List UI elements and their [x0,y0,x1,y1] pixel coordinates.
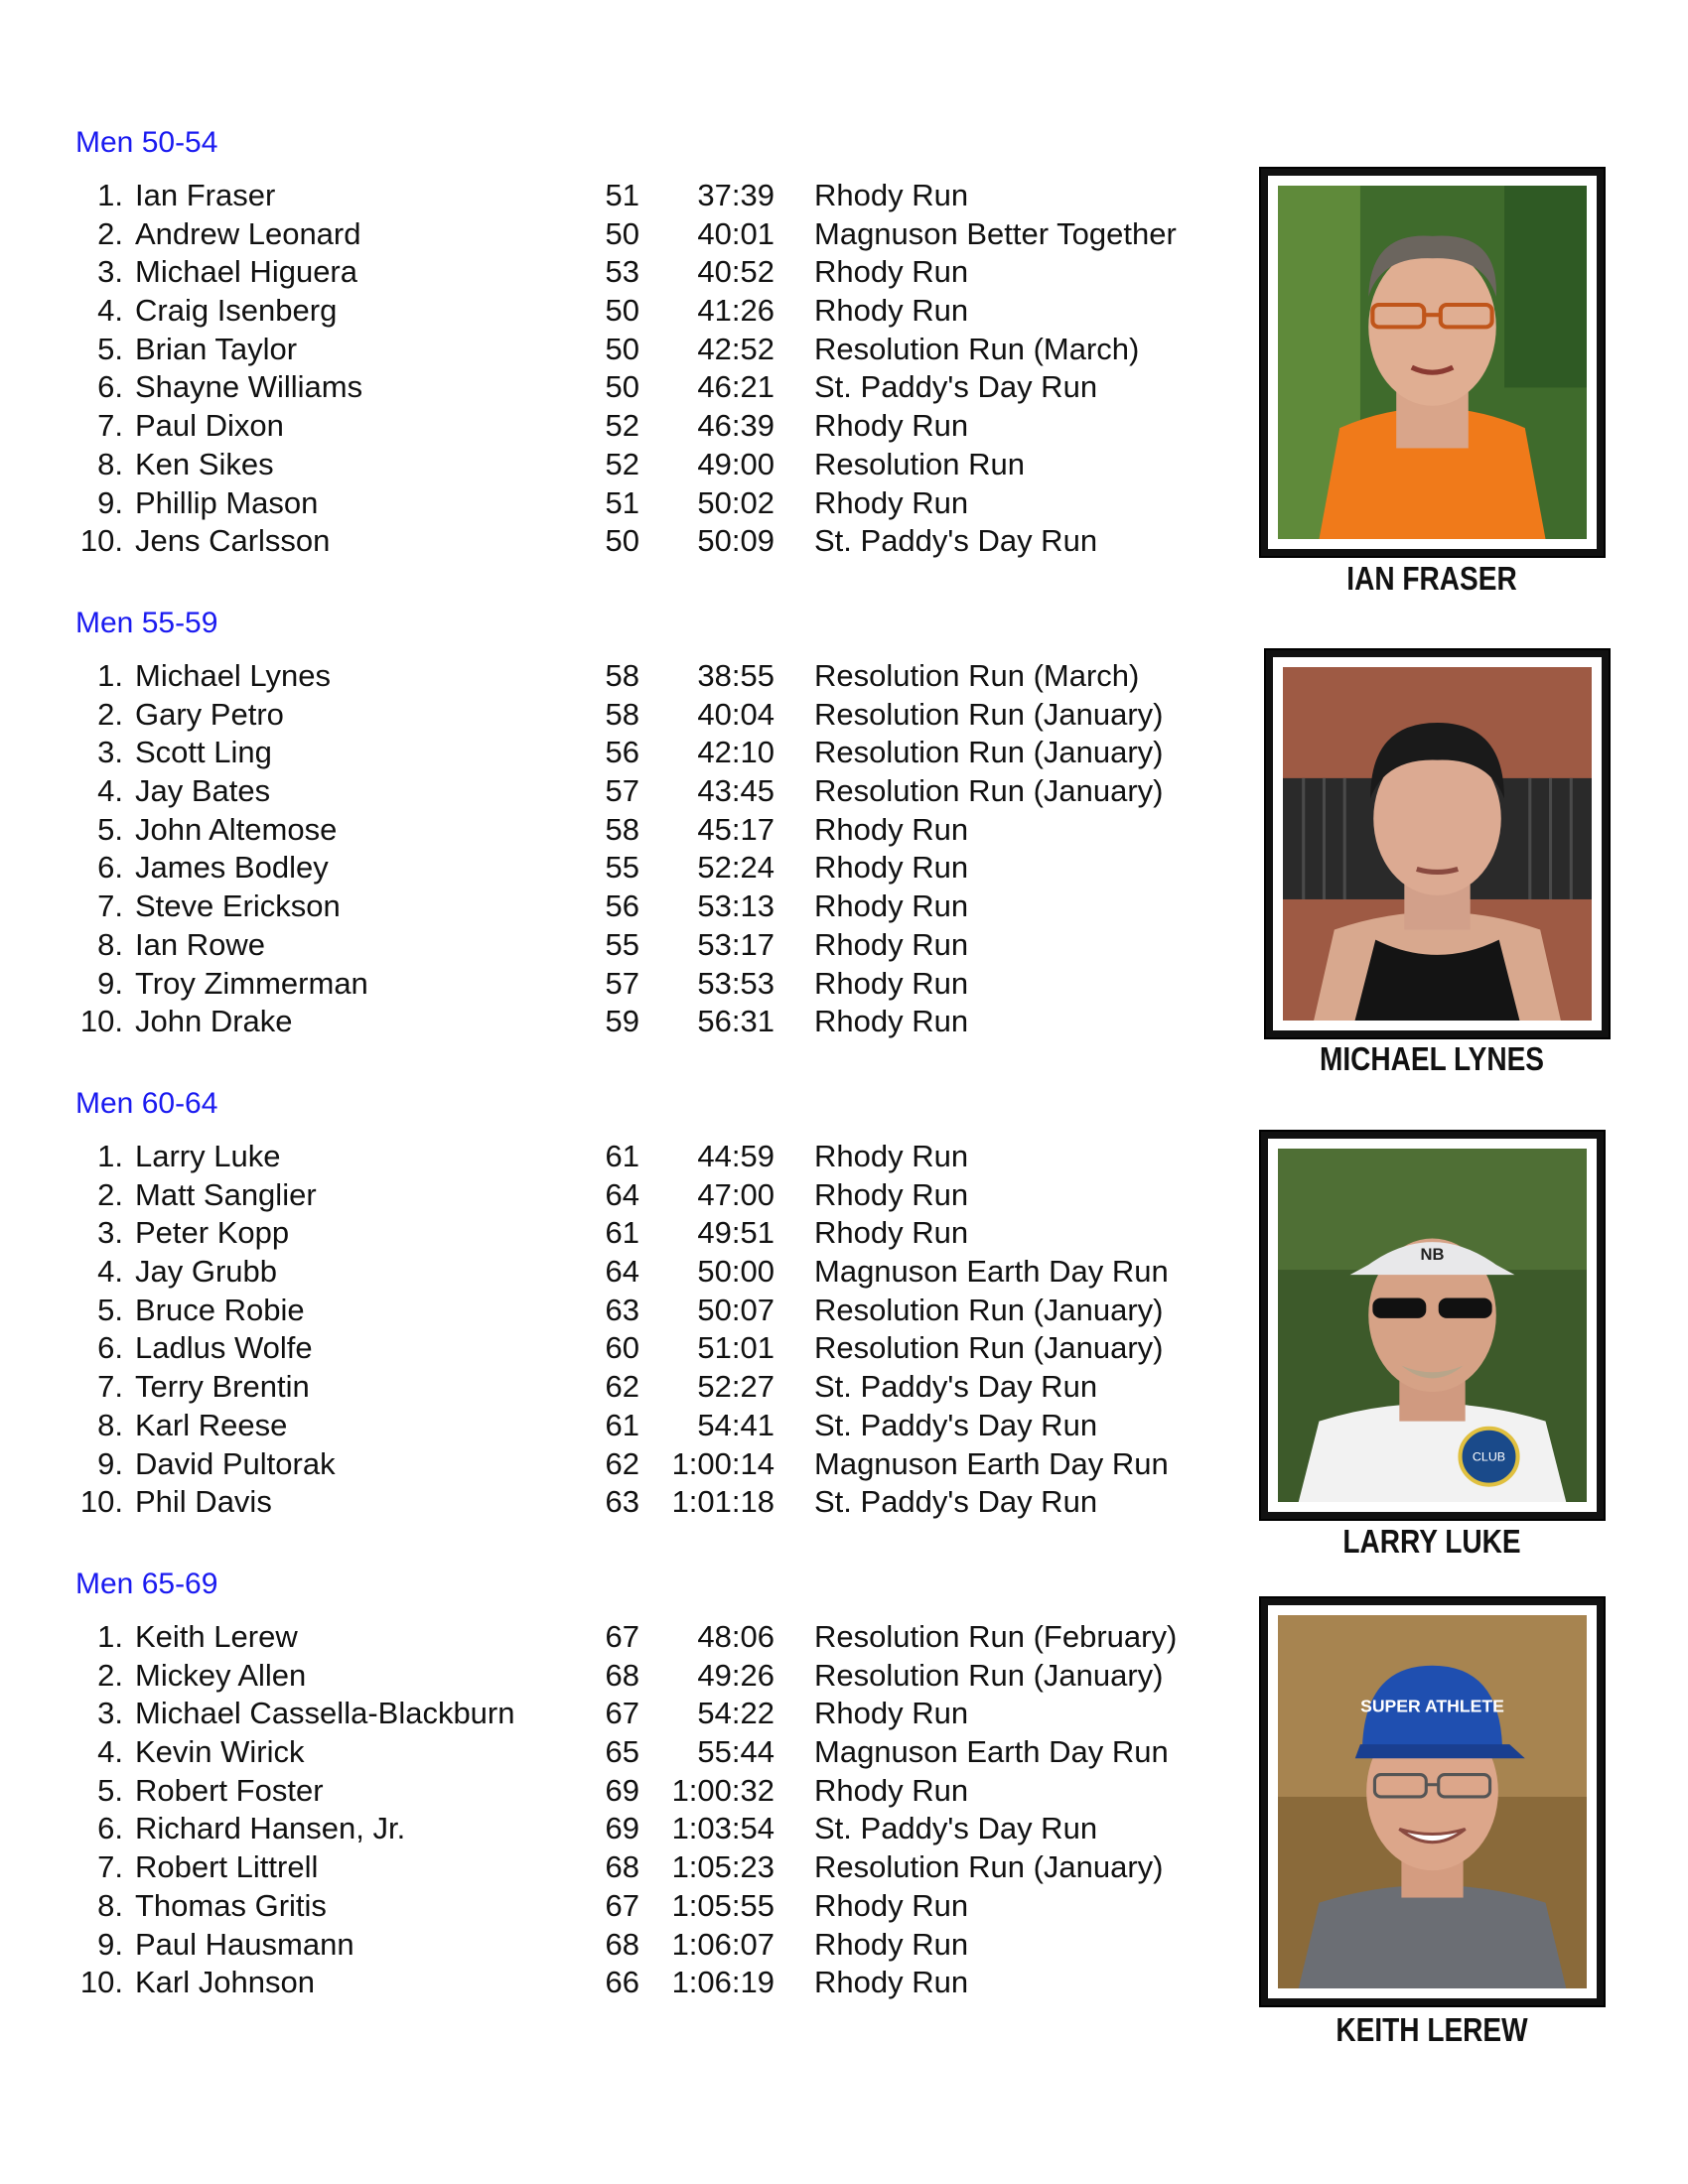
result-row [0,1733,1241,1772]
runner-age: 68 [605,1926,639,1962]
finish-time: 1:06:19 [671,1965,774,2000]
runner-age: 57 [605,965,639,1001]
result-row [0,1848,1241,1887]
result-row [0,292,1241,331]
result-row [0,696,1241,735]
race-name: St. Paddy's Day Run [814,369,1098,405]
rank: 5. [97,1292,123,1327]
rank: 10. [79,1965,123,2000]
portrait-image [1278,186,1587,539]
result-row [0,849,1241,887]
rank: 9. [97,1926,123,1962]
finish-time: 50:02 [697,484,774,520]
runner-name: Michael Cassella-Blackburn [135,1696,515,1731]
result-row [0,1964,1241,2002]
race-name: Rhody Run [814,293,969,329]
rank: 4. [97,1734,123,1770]
runner-age: 58 [605,658,639,693]
rank: 3. [97,1215,123,1251]
finish-time: 55:44 [697,1734,774,1770]
finish-time: 1:05:23 [671,1849,774,1885]
runner-name: Thomas Gritis [135,1887,327,1923]
rank: 6. [97,1330,123,1366]
svg-text:SUPER ATHLETE: SUPER ATHLETE [1360,1696,1504,1716]
runner-name: Michael Lynes [135,658,332,693]
finish-time: 50:09 [697,523,774,559]
result-row [0,1887,1241,1926]
photo-caption: MICHAEL LYNES [1319,1040,1544,1077]
finish-time: 54:22 [697,1696,774,1731]
runner-name: Paul Hausmann [135,1926,354,1962]
result-row [0,484,1241,523]
result-row [0,368,1241,407]
result-row [0,331,1241,369]
runner-name: Troy Zimmerman [135,965,368,1001]
result-row [0,446,1241,484]
runner-photo-keith-lerew [1261,1598,1604,2005]
runner-name: Gary Petro [135,696,284,732]
result-row [0,1618,1241,1657]
runner-name: Michael Higuera [135,254,357,290]
rank: 3. [97,1696,123,1731]
runner-age: 51 [605,484,639,520]
runner-name: Steve Erickson [135,888,341,924]
result-row [0,1138,1241,1176]
runner-age: 50 [605,331,639,366]
runner-name: Larry Luke [135,1139,281,1173]
result-row [0,734,1241,772]
group-title: Men 65-69 [75,1568,218,1600]
rank: 8. [97,446,123,481]
rank: 2. [97,1657,123,1693]
race-name: Resolution Run (February) [814,1619,1178,1654]
runner-age: 50 [605,369,639,405]
result-row [0,1657,1241,1696]
finish-time: 54:41 [697,1407,774,1442]
race-name: Rhody Run [814,811,969,847]
runner-name: Craig Isenberg [135,293,338,329]
runner-age: 67 [605,1696,639,1731]
runner-name: Jay Grubb [135,1254,278,1290]
finish-time: 48:06 [697,1619,774,1654]
runner-name: Bruce Robie [135,1292,305,1327]
runner-name: John Drake [135,1004,293,1039]
runner-age: 52 [605,446,639,481]
race-name: St. Paddy's Day Run [814,1369,1098,1405]
race-name: Resolution Run (January) [814,735,1164,770]
result-row [0,522,1241,561]
race-name: Resolution Run (January) [814,696,1164,732]
runner-name: Ian Rowe [135,926,265,962]
finish-time: 1:00:32 [671,1772,774,1808]
race-name: St. Paddy's Day Run [814,1484,1098,1520]
runner-name: Jens Carlsson [135,523,331,559]
runner-name: James Bodley [135,850,329,886]
portrait-image [1278,1149,1587,1502]
finish-time: 51:01 [697,1330,774,1366]
race-name: Rhody Run [814,1887,969,1923]
rank: 7. [97,1849,123,1885]
race-name: Resolution Run (January) [814,1330,1164,1366]
runner-name: David Pultorak [135,1445,336,1481]
finish-time: 41:26 [697,293,774,329]
runner-age: 56 [605,888,639,924]
result-row [0,177,1241,215]
finish-time: 53:13 [697,888,774,924]
finish-time: 1:05:55 [671,1887,774,1923]
finish-time: 53:17 [697,926,774,962]
finish-time: 49:51 [697,1215,774,1251]
rank: 2. [97,215,123,251]
results-list [0,657,1241,1041]
finish-time: 40:52 [697,254,774,290]
runner-name: Ken Sikes [135,446,274,481]
runner-name: Brian Taylor [135,331,298,366]
result-row [0,657,1241,696]
finish-time: 56:31 [697,1004,774,1039]
runner-name: Karl Reese [135,1407,288,1442]
race-name: Rhody Run [814,850,969,886]
finish-time: 38:55 [697,658,774,693]
rank: 8. [97,926,123,962]
rank: 1. [97,658,123,693]
finish-time: 46:21 [697,369,774,405]
finish-time: 40:04 [697,696,774,732]
race-name: Resolution Run (January) [814,1657,1164,1693]
runner-age: 64 [605,1254,639,1290]
runner-age: 55 [605,926,639,962]
runner-name: Jay Bates [135,773,271,809]
runner-age: 69 [605,1811,639,1846]
runner-age: 60 [605,1330,639,1366]
results-list [0,1618,1241,2002]
race-name: Magnuson Earth Day Run [814,1445,1169,1481]
runner-name: Matt Sanglier [135,1176,317,1212]
race-name: Rhody Run [814,965,969,1001]
race-name: Rhody Run [814,1004,969,1039]
rank: 4. [97,773,123,809]
runner-name: Peter Kopp [135,1215,290,1251]
rank: 3. [97,735,123,770]
runner-age: 56 [605,735,639,770]
race-name: Rhody Run [814,1772,969,1808]
runner-age: 68 [605,1849,639,1885]
runner-name: Paul Dixon [135,408,284,444]
runner-name: Robert Littrell [135,1849,319,1885]
result-row [0,1926,1241,1965]
rank: 6. [97,850,123,886]
finish-time: 50:00 [697,1254,774,1290]
rank: 9. [97,484,123,520]
race-name: Rhody Run [814,178,969,212]
runner-photo-ian-fraser [1261,169,1604,556]
race-name: Rhody Run [814,254,969,290]
rank: 7. [97,1369,123,1405]
result-row [0,772,1241,811]
race-name: Resolution Run (January) [814,773,1164,809]
result-row [0,1214,1241,1253]
runner-age: 66 [605,1965,639,2000]
result-row [0,887,1241,926]
race-name: Rhody Run [814,1139,969,1173]
rank: 5. [97,1772,123,1808]
result-row [0,1176,1241,1215]
runner-age: 61 [605,1139,639,1173]
runner-age: 62 [605,1445,639,1481]
finish-time: 52:27 [697,1369,774,1405]
finish-time: 40:01 [697,215,774,251]
photo-caption: IAN FRASER [1346,560,1517,597]
finish-time: 1:03:54 [671,1811,774,1846]
finish-time: 37:39 [697,178,774,212]
finish-time: 53:53 [697,965,774,1001]
rank: 7. [97,408,123,444]
finish-time: 45:17 [697,811,774,847]
runner-name: Ladlus Wolfe [135,1330,313,1366]
group-title: Men 50-54 [75,126,218,159]
rank: 9. [97,1445,123,1481]
rank: 1. [97,178,123,212]
rank: 2. [97,696,123,732]
race-name: St. Paddy's Day Run [814,1407,1098,1442]
race-name: Resolution Run (March) [814,658,1140,693]
rank: 1. [97,1619,123,1654]
finish-time: 49:00 [697,446,774,481]
group-title: Men 55-59 [75,607,218,639]
rank: 3. [97,254,123,290]
finish-time: 1:00:14 [671,1445,774,1481]
runner-name: Scott Ling [135,735,272,770]
result-row [0,965,1241,1004]
race-name: Magnuson Earth Day Run [814,1734,1169,1770]
runner-name: Phillip Mason [135,484,319,520]
rank: 4. [97,1254,123,1290]
finish-time: 1:01:18 [671,1484,774,1520]
race-name: Rhody Run [814,888,969,924]
runner-age: 50 [605,215,639,251]
runner-age: 58 [605,696,639,732]
runner-age: 50 [605,293,639,329]
runner-age: 61 [605,1215,639,1251]
finish-time: 43:45 [697,773,774,809]
finish-time: 50:07 [697,1292,774,1327]
runner-age: 67 [605,1619,639,1654]
race-name: Rhody Run [814,1926,969,1962]
race-name: Rhody Run [814,926,969,962]
rank: 8. [97,1407,123,1442]
runner-age: 65 [605,1734,639,1770]
result-row [0,1483,1241,1522]
runner-age: 51 [605,178,639,212]
svg-text:NB: NB [1420,1246,1445,1264]
runner-age: 68 [605,1657,639,1693]
race-name: Rhody Run [814,1215,969,1251]
result-row [0,215,1241,254]
finish-time: 42:10 [697,735,774,770]
rank: 6. [97,369,123,405]
runner-name: John Altemose [135,811,338,847]
rank: 8. [97,1887,123,1923]
rank: 1. [97,1139,123,1173]
result-row [0,1292,1241,1330]
finish-time: 44:59 [697,1139,774,1173]
runner-age: 63 [605,1484,639,1520]
finish-time: 47:00 [697,1176,774,1212]
portrait-image [1283,667,1592,1021]
rank: 10. [79,523,123,559]
result-row [0,1003,1241,1041]
result-row [0,253,1241,292]
race-name: St. Paddy's Day Run [814,523,1098,559]
race-name: Resolution Run [814,446,1025,481]
race-name: St. Paddy's Day Run [814,1811,1098,1846]
race-name: Rhody Run [814,1965,969,2000]
photo-caption: KEITH LEREW [1336,2011,1528,2048]
rank: 7. [97,888,123,924]
runner-name: Kevin Wirick [135,1734,305,1770]
runner-age: 62 [605,1369,639,1405]
race-name: Rhody Run [814,408,969,444]
runner-age: 67 [605,1887,639,1923]
finish-time: 1:06:07 [671,1926,774,1962]
race-name: Rhody Run [814,1696,969,1731]
rank: 4. [97,293,123,329]
group-title: Men 60-64 [75,1087,218,1120]
rank: 10. [79,1484,123,1520]
runner-name: Shayne Williams [135,369,363,405]
runner-photo-larry-luke [1261,1132,1604,1519]
result-row [0,407,1241,446]
runner-age: 53 [605,254,639,290]
result-row [0,1772,1241,1811]
runner-name: Ian Fraser [135,178,276,212]
rank: 2. [97,1176,123,1212]
runner-age: 61 [605,1407,639,1442]
result-row [0,1695,1241,1733]
rank: 10. [79,1004,123,1039]
race-name: Resolution Run (January) [814,1292,1164,1327]
svg-text:CLUB: CLUB [1472,1449,1506,1464]
runner-age: 59 [605,1004,639,1039]
runner-name: Mickey Allen [135,1657,307,1693]
race-name: Magnuson Earth Day Run [814,1254,1169,1290]
runner-age: 69 [605,1772,639,1808]
race-name: Resolution Run (January) [814,1849,1164,1885]
runner-age: 52 [605,408,639,444]
rank: 9. [97,965,123,1001]
runner-name: Karl Johnson [135,1965,315,2000]
race-name: Magnuson Better Together [814,215,1177,251]
portrait-image [1278,1615,1587,1988]
runner-photo-michael-lynes [1266,650,1609,1037]
result-row [0,926,1241,965]
runner-age: 55 [605,850,639,886]
result-row [0,1368,1241,1407]
runner-name: Richard Hansen, Jr. [135,1811,406,1846]
result-row [0,1810,1241,1848]
runner-age: 58 [605,811,639,847]
runner-age: 63 [605,1292,639,1327]
runner-age: 64 [605,1176,639,1212]
runner-name: Andrew Leonard [135,215,361,251]
race-name: Resolution Run (March) [814,331,1140,366]
finish-time: 46:39 [697,408,774,444]
result-row [0,811,1241,850]
result-row [0,1253,1241,1292]
finish-time: 42:52 [697,331,774,366]
runner-name: Robert Foster [135,1772,324,1808]
results-list [0,177,1241,561]
result-row [0,1329,1241,1368]
result-row [0,1407,1241,1445]
runner-name: Terry Brentin [135,1369,310,1405]
rank: 5. [97,331,123,366]
race-name: Rhody Run [814,484,969,520]
result-row [0,1445,1241,1484]
runner-age: 50 [605,523,639,559]
runner-age: 57 [605,773,639,809]
finish-time: 52:24 [697,850,774,886]
runner-name: Phil Davis [135,1484,272,1520]
race-name: Rhody Run [814,1176,969,1212]
results-list [0,1138,1241,1522]
finish-time: 49:26 [697,1657,774,1693]
rank: 5. [97,811,123,847]
runner-name: Keith Lerew [135,1619,298,1654]
rank: 6. [97,1811,123,1846]
photo-caption: LARRY LUKE [1342,1523,1521,1560]
